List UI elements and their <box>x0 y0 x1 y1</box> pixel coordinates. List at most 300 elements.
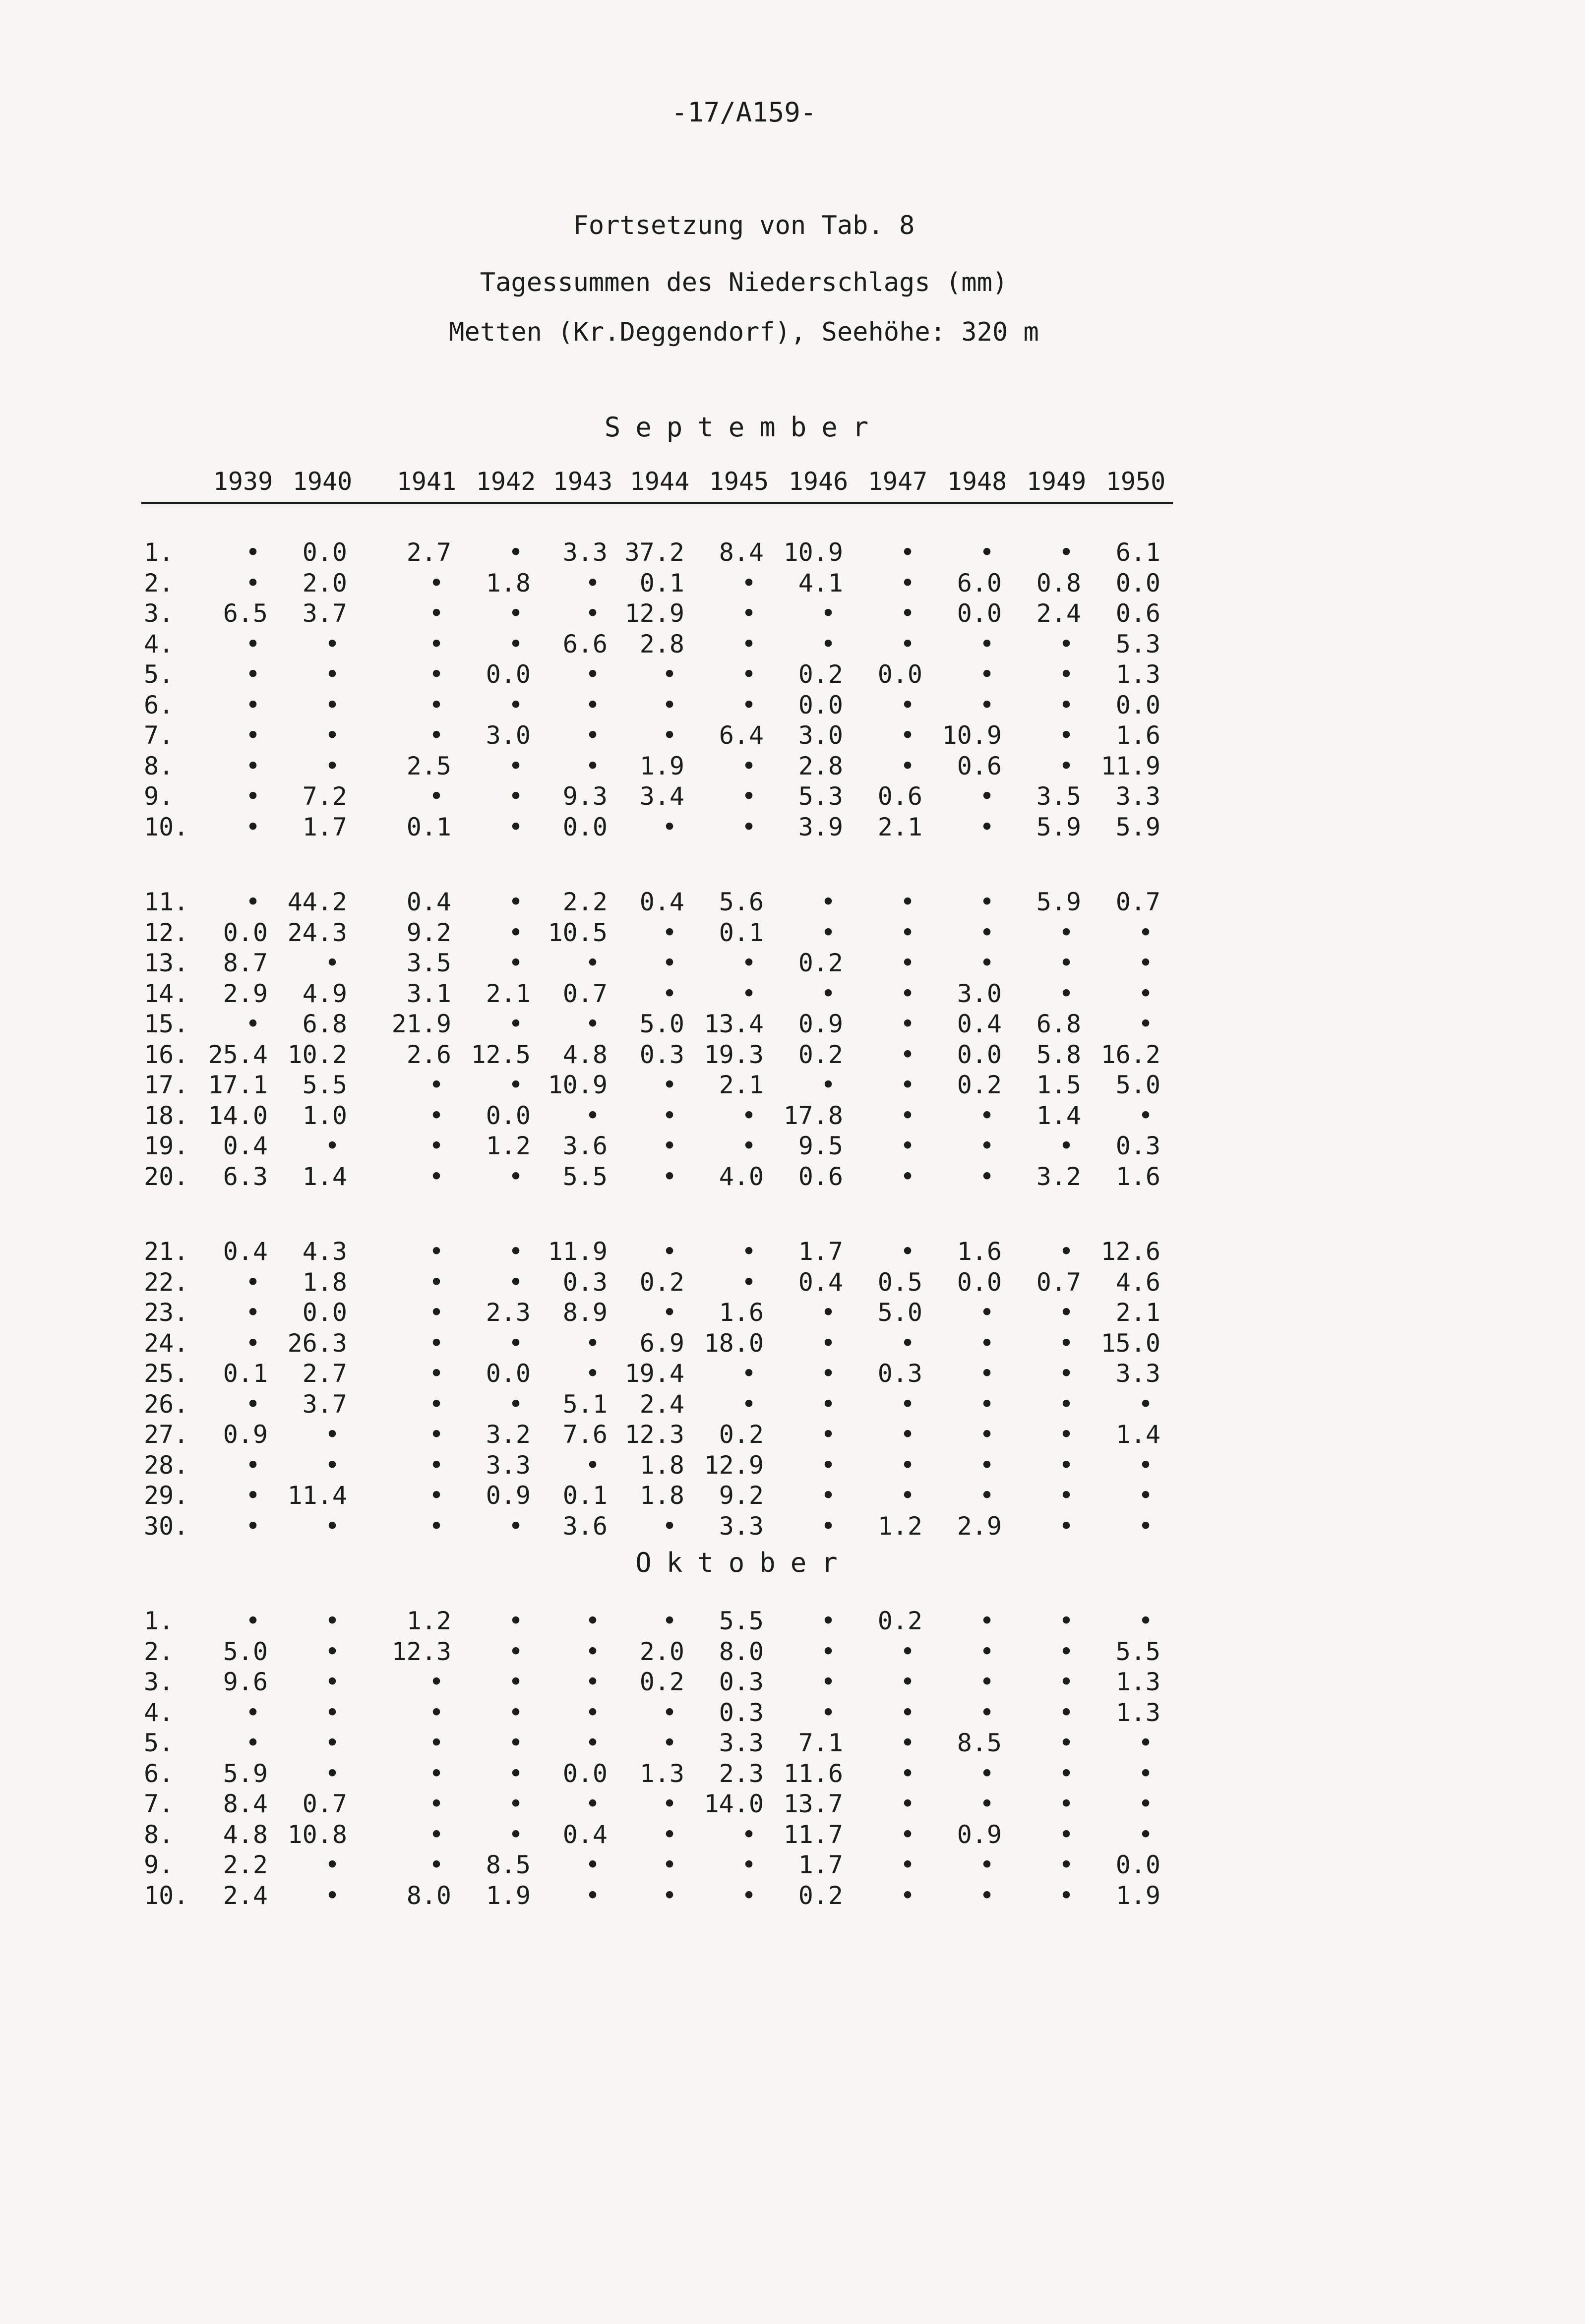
precip-cell: 5.6 <box>719 888 764 916</box>
precip-cell: • <box>900 1328 915 1358</box>
precip-cell: • <box>741 1132 757 1160</box>
precip-cell: 11.4 <box>287 1481 347 1510</box>
precip-cell: 0.1 <box>719 918 764 947</box>
month-oktober-label: Oktober <box>635 1547 853 1578</box>
precip-cell: • <box>900 1698 915 1727</box>
table-row <box>0 1607 1585 1637</box>
precip-cell: 3.3 <box>1115 782 1160 811</box>
day-label: 3. <box>144 599 174 628</box>
station-title: Metten (Kr.Deggendorf), Seehöhe: 320 m <box>449 317 1039 347</box>
precip-cell: • <box>508 1668 524 1696</box>
day-label: 6. <box>144 690 174 719</box>
table-row <box>0 1010 1585 1040</box>
precip-cell: • <box>324 1132 340 1160</box>
day-label: 4. <box>144 1698 174 1727</box>
table-row <box>0 1329 1585 1360</box>
precip-cell: 9.5 <box>798 1132 843 1160</box>
precip-cell: 2.5 <box>406 751 451 780</box>
precip-cell: 11.9 <box>548 1237 608 1266</box>
precip-cell: • <box>585 1328 601 1358</box>
table-row <box>0 949 1585 979</box>
table-row <box>0 1451 1585 1482</box>
precip-cell: • <box>1058 721 1074 750</box>
precip-cell: 0.3 <box>639 1040 684 1069</box>
precip-cell: • <box>979 1698 995 1727</box>
day-label: 6. <box>144 1759 174 1788</box>
precip-cell: • <box>820 1450 836 1480</box>
precip-cell: 0.6 <box>1115 599 1160 628</box>
day-label: 29. <box>144 1481 189 1510</box>
precip-cell: • <box>585 690 601 719</box>
precip-cell: 9.2 <box>406 918 451 947</box>
precip-cell: • <box>245 812 261 841</box>
precip-cell: • <box>741 1101 757 1130</box>
precip-cell: 0.0 <box>798 690 843 719</box>
precip-cell: • <box>324 660 340 689</box>
precip-cell: 19.4 <box>624 1359 684 1388</box>
precip-cell: • <box>585 1010 601 1038</box>
precip-cell: • <box>508 1328 524 1358</box>
table-row <box>0 1512 1585 1543</box>
precip-cell: • <box>508 812 524 841</box>
precip-cell: • <box>900 1637 915 1666</box>
precip-cell: 2.0 <box>639 1637 684 1666</box>
day-label: 4. <box>144 629 174 658</box>
precip-cell: • <box>900 1040 915 1069</box>
precip-cell: • <box>585 1698 601 1727</box>
precip-cell: • <box>1058 1789 1074 1818</box>
precip-cell: 21.9 <box>391 1010 451 1038</box>
precip-cell: • <box>979 1481 995 1510</box>
precip-cell: • <box>741 1237 757 1266</box>
precip-cell: 12.3 <box>624 1420 684 1449</box>
precip-cell: • <box>508 1789 524 1818</box>
precip-cell: • <box>1058 1328 1074 1358</box>
precip-cell: • <box>741 690 757 719</box>
precip-cell: • <box>662 1881 677 1910</box>
precip-cell: 5.5 <box>302 1071 347 1099</box>
precip-cell: 3.3 <box>719 1511 764 1541</box>
precip-cell: • <box>245 721 261 750</box>
precip-cell: • <box>900 1132 915 1160</box>
precip-cell: • <box>900 1820 915 1849</box>
precip-cell: 1.4 <box>302 1162 347 1191</box>
precip-cell: 5.9 <box>1036 812 1081 841</box>
precip-cell: • <box>585 1789 601 1818</box>
page-number: -17/A159- <box>671 97 817 128</box>
precip-cell: 3.7 <box>302 1389 347 1419</box>
precip-cell: • <box>428 1237 444 1266</box>
precip-cell: 9.6 <box>223 1668 268 1696</box>
precip-cell: 5.8 <box>1036 1040 1081 1069</box>
precip-cell: • <box>900 1237 915 1266</box>
precip-cell: • <box>245 1010 261 1038</box>
precip-cell: • <box>1058 1359 1074 1388</box>
precip-cell: • <box>428 1298 444 1327</box>
precip-cell: 1.5 <box>1036 1071 1081 1099</box>
precip-cell: • <box>820 979 836 1008</box>
precip-cell: 2.9 <box>957 1511 1002 1541</box>
precip-cell: • <box>324 1759 340 1788</box>
table-row <box>0 538 1585 569</box>
precip-cell: 2.3 <box>486 1298 531 1327</box>
precip-cell: • <box>1138 1010 1154 1038</box>
year-header-1942: 1942 <box>476 467 536 496</box>
precip-cell: 1.2 <box>406 1607 451 1635</box>
precip-cell: • <box>1058 1759 1074 1788</box>
table-row <box>0 1698 1585 1729</box>
precip-cell: • <box>428 1450 444 1480</box>
day-label: 27. <box>144 1420 189 1449</box>
precip-cell: • <box>979 629 995 658</box>
precip-cell: 2.1 <box>877 812 922 841</box>
day-label: 5. <box>144 660 174 689</box>
precip-cell: • <box>1058 1607 1074 1635</box>
precip-cell: 1.2 <box>486 1132 531 1160</box>
precip-cell: 0.6 <box>798 1162 843 1191</box>
precip-cell: • <box>428 1698 444 1727</box>
precip-cell: 0.6 <box>957 751 1002 780</box>
precip-cell: • <box>324 751 340 780</box>
precip-cell: 1.8 <box>486 568 531 597</box>
day-label: 10. <box>144 1881 189 1910</box>
precip-cell: 0.2 <box>639 1267 684 1297</box>
precip-cell: • <box>428 1511 444 1541</box>
precip-cell: 5.1 <box>562 1389 608 1419</box>
precip-cell: 2.9 <box>223 979 268 1008</box>
precip-cell: • <box>245 751 261 780</box>
precip-cell: • <box>585 1668 601 1696</box>
precip-cell: • <box>900 1881 915 1910</box>
year-header-1947: 1947 <box>867 467 928 496</box>
precip-cell: • <box>585 1450 601 1480</box>
precip-cell: 1.8 <box>639 1481 684 1510</box>
table-row <box>0 888 1585 918</box>
precip-cell: • <box>1138 1511 1154 1541</box>
precip-cell: • <box>324 1850 340 1879</box>
precip-cell: • <box>508 599 524 628</box>
table-row <box>0 979 1585 1010</box>
table-row <box>0 1637 1585 1668</box>
precip-cell: 0.1 <box>562 1481 608 1510</box>
precip-cell: • <box>741 1850 757 1879</box>
precip-cell: • <box>900 1668 915 1696</box>
precip-cell: • <box>900 1101 915 1130</box>
precip-cell: 10.9 <box>783 538 843 567</box>
precip-cell: • <box>662 918 677 947</box>
table-row <box>0 1268 1585 1299</box>
precip-cell: 18.0 <box>704 1328 764 1358</box>
day-label: 16. <box>144 1040 189 1069</box>
precip-cell: • <box>820 1071 836 1099</box>
precip-cell: 8.0 <box>719 1637 764 1666</box>
precip-cell: 6.5 <box>223 599 268 628</box>
day-label: 11. <box>144 888 189 916</box>
precip-cell: 12.6 <box>1100 1237 1160 1266</box>
precip-cell: • <box>428 1481 444 1510</box>
precip-cell: 13.4 <box>704 1010 764 1038</box>
table-continuation-title: Fortsetzung von Tab. 8 <box>573 211 915 240</box>
precip-cell: 1.7 <box>798 1850 843 1879</box>
precip-cell: 0.4 <box>223 1237 268 1266</box>
precip-cell: 0.0 <box>562 812 608 841</box>
precip-cell: 8.9 <box>562 1298 608 1327</box>
precip-cell: 0.2 <box>798 949 843 977</box>
year-header-1939: 1939 <box>213 467 273 496</box>
precip-cell: • <box>1138 979 1154 1008</box>
precip-cell: • <box>1058 918 1074 947</box>
precip-cell: • <box>820 1511 836 1541</box>
precip-cell: • <box>428 660 444 689</box>
precip-cell: 8.4 <box>719 538 764 567</box>
precip-cell: • <box>245 629 261 658</box>
precip-cell: 0.2 <box>877 1607 922 1635</box>
precip-cell: 3.3 <box>1115 1359 1160 1388</box>
precip-cell: 2.2 <box>562 888 608 916</box>
precip-cell: 0.7 <box>562 979 608 1008</box>
precip-cell: 1.6 <box>957 1237 1002 1266</box>
precip-cell: • <box>508 1267 524 1297</box>
precip-cell: 19.3 <box>704 1040 764 1069</box>
precip-cell: 14.0 <box>208 1101 268 1130</box>
year-header-1944: 1944 <box>629 467 690 496</box>
precip-cell: 10.9 <box>942 721 1002 750</box>
precip-cell: 3.9 <box>798 812 843 841</box>
precip-cell: • <box>585 751 601 780</box>
precip-cell: 0.0 <box>957 599 1002 628</box>
precip-cell: 3.6 <box>562 1511 608 1541</box>
precip-cell: 2.4 <box>639 1389 684 1419</box>
precip-cell: 3.1 <box>406 979 451 1008</box>
precip-cell: • <box>662 979 677 1008</box>
precip-cell: 17.1 <box>208 1071 268 1099</box>
precip-cell: • <box>245 1389 261 1419</box>
table-row <box>0 1481 1585 1512</box>
table-row <box>0 1881 1585 1912</box>
precip-cell: • <box>585 599 601 628</box>
year-header-1943: 1943 <box>552 467 613 496</box>
precip-cell: 8.0 <box>406 1881 451 1910</box>
precip-cell: • <box>820 599 836 628</box>
precip-cell: 12.5 <box>471 1040 531 1069</box>
precip-cell: • <box>1058 629 1074 658</box>
precip-cell: • <box>428 1132 444 1160</box>
precip-cell: • <box>900 949 915 977</box>
precip-cell: • <box>1138 1728 1154 1757</box>
precip-cell: • <box>324 1728 340 1757</box>
table-row <box>0 1668 1585 1698</box>
precip-cell: 2.1 <box>1115 1298 1160 1327</box>
precip-cell: 4.0 <box>719 1162 764 1191</box>
precip-cell: 1.3 <box>1115 1698 1160 1727</box>
precip-cell: • <box>1058 1420 1074 1449</box>
day-label: 26. <box>144 1389 189 1419</box>
precip-cell: 0.0 <box>1115 1850 1160 1879</box>
precip-cell: 1.4 <box>1115 1420 1160 1449</box>
precip-cell: 1.7 <box>798 1237 843 1266</box>
precip-cell: 5.0 <box>877 1298 922 1327</box>
year-header-1941: 1941 <box>396 467 457 496</box>
precip-cell: 0.2 <box>798 1881 843 1910</box>
year-header-1950: 1950 <box>1105 467 1166 496</box>
precip-cell: • <box>324 1420 340 1449</box>
precip-cell: 0.4 <box>562 1820 608 1849</box>
precip-cell: 6.4 <box>719 721 764 750</box>
day-label: 30. <box>144 1511 189 1541</box>
precip-cell: • <box>741 568 757 597</box>
precip-cell: 0.1 <box>406 812 451 841</box>
precip-cell: • <box>979 660 995 689</box>
precip-cell: • <box>508 538 524 567</box>
precip-cell: • <box>324 1511 340 1541</box>
precip-cell: 3.6 <box>562 1132 608 1160</box>
precip-cell: • <box>900 1010 915 1038</box>
precip-cell: • <box>508 1010 524 1038</box>
precip-cell: • <box>1058 1389 1074 1419</box>
precip-cell: 0.3 <box>1115 1132 1160 1160</box>
precip-cell: 14.0 <box>704 1789 764 1818</box>
precip-cell: 2.8 <box>639 629 684 658</box>
precip-cell: 2.7 <box>302 1359 347 1388</box>
precip-cell: • <box>662 1237 677 1266</box>
precip-cell: • <box>900 888 915 916</box>
day-label: 8. <box>144 1820 174 1849</box>
precip-cell: • <box>900 629 915 658</box>
precip-cell: • <box>1058 1511 1074 1541</box>
precip-cell: • <box>428 1668 444 1696</box>
precip-cell: 3.2 <box>1036 1162 1081 1191</box>
table-row <box>0 721 1585 752</box>
precip-cell: 8.5 <box>486 1850 531 1879</box>
precip-cell: • <box>900 1728 915 1757</box>
table-row <box>0 1071 1585 1101</box>
precip-cell: • <box>245 660 261 689</box>
precip-cell: 6.8 <box>302 1010 347 1038</box>
precip-cell: 2.8 <box>798 751 843 780</box>
precip-cell: • <box>324 1881 340 1910</box>
precip-cell: • <box>245 1728 261 1757</box>
precip-cell: • <box>741 660 757 689</box>
precip-cell: 0.7 <box>302 1789 347 1818</box>
year-header-row <box>0 467 1585 502</box>
precip-cell: 0.0 <box>302 1298 347 1327</box>
day-label: 14. <box>144 979 189 1008</box>
precip-cell: 2.2 <box>223 1850 268 1879</box>
precip-cell: 6.9 <box>639 1328 684 1358</box>
precip-cell: 0.3 <box>877 1359 922 1388</box>
precip-cell: • <box>662 812 677 841</box>
precip-cell: • <box>900 1759 915 1788</box>
precip-cell: • <box>900 918 915 947</box>
precip-cell: • <box>820 918 836 947</box>
precip-cell: 3.2 <box>486 1420 531 1449</box>
precip-cell: 2.6 <box>406 1040 451 1069</box>
precip-cell: • <box>741 812 757 841</box>
precip-cell: 8.5 <box>957 1728 1002 1757</box>
precip-cell: 3.3 <box>562 538 608 567</box>
precip-cell: • <box>585 660 601 689</box>
precip-cell: • <box>508 1637 524 1666</box>
day-label: 19. <box>144 1132 189 1160</box>
table-row <box>0 1040 1585 1071</box>
precip-cell: • <box>820 1698 836 1727</box>
precip-cell: 1.8 <box>302 1267 347 1297</box>
precip-cell: • <box>1138 1481 1154 1510</box>
precip-cell: • <box>662 1850 677 1879</box>
precip-cell: • <box>662 1511 677 1541</box>
day-label: 15. <box>144 1010 189 1038</box>
table-row <box>0 918 1585 949</box>
precip-cell: • <box>820 629 836 658</box>
precip-cell: 5.3 <box>798 782 843 811</box>
table-row <box>0 1759 1585 1790</box>
precip-cell: • <box>1138 1389 1154 1419</box>
precip-cell: • <box>900 568 915 597</box>
precip-cell: • <box>741 1359 757 1388</box>
precip-cell: • <box>979 1607 995 1635</box>
precip-cell: 4.6 <box>1115 1267 1160 1297</box>
precip-cell: • <box>979 888 995 916</box>
precip-cell: 3.3 <box>486 1450 531 1480</box>
precip-cell: • <box>979 1450 995 1480</box>
precip-cell: • <box>900 751 915 780</box>
precip-cell: • <box>741 751 757 780</box>
table-row <box>0 1420 1585 1451</box>
day-label: 1. <box>144 538 174 567</box>
precip-cell: 0.4 <box>223 1132 268 1160</box>
precip-cell: 24.3 <box>287 918 347 947</box>
table-row <box>0 1789 1585 1820</box>
precip-cell: • <box>585 1850 601 1879</box>
precip-cell: 3.0 <box>798 721 843 750</box>
precip-cell: 10.5 <box>548 918 608 947</box>
precip-cell: • <box>741 599 757 628</box>
precip-cell: 6.8 <box>1036 1010 1081 1038</box>
precip-cell: • <box>1058 979 1074 1008</box>
precip-cell: • <box>324 721 340 750</box>
precip-cell: 0.9 <box>798 1010 843 1038</box>
precip-cell: • <box>245 1511 261 1541</box>
precip-cell: • <box>585 1359 601 1388</box>
year-header-1946: 1946 <box>788 467 849 496</box>
table-row <box>0 1162 1585 1193</box>
precip-cell: • <box>428 568 444 597</box>
precip-cell: • <box>979 1789 995 1818</box>
day-label: 18. <box>144 1101 189 1130</box>
precip-cell: • <box>245 1328 261 1358</box>
precip-cell: • <box>979 1132 995 1160</box>
precip-cell: 1.0 <box>302 1101 347 1130</box>
precip-cell: • <box>662 690 677 719</box>
precip-cell: • <box>1138 949 1154 977</box>
precip-cell: • <box>324 1668 340 1696</box>
day-label: 17. <box>144 1071 189 1099</box>
precip-cell: • <box>428 1389 444 1419</box>
precip-cell: • <box>979 782 995 811</box>
precip-cell: 8.7 <box>223 949 268 977</box>
precip-cell: 0.2 <box>719 1420 764 1449</box>
precip-cell: 5.9 <box>1115 812 1160 841</box>
precip-cell: 3.7 <box>302 599 347 628</box>
precip-cell: • <box>428 629 444 658</box>
precip-cell: • <box>428 721 444 750</box>
precip-cell: • <box>245 1607 261 1635</box>
precip-cell: • <box>428 1850 444 1879</box>
precip-cell: • <box>428 1820 444 1849</box>
precip-cell: • <box>324 1637 340 1666</box>
precip-cell: • <box>508 1607 524 1635</box>
precip-cell: • <box>662 660 677 689</box>
